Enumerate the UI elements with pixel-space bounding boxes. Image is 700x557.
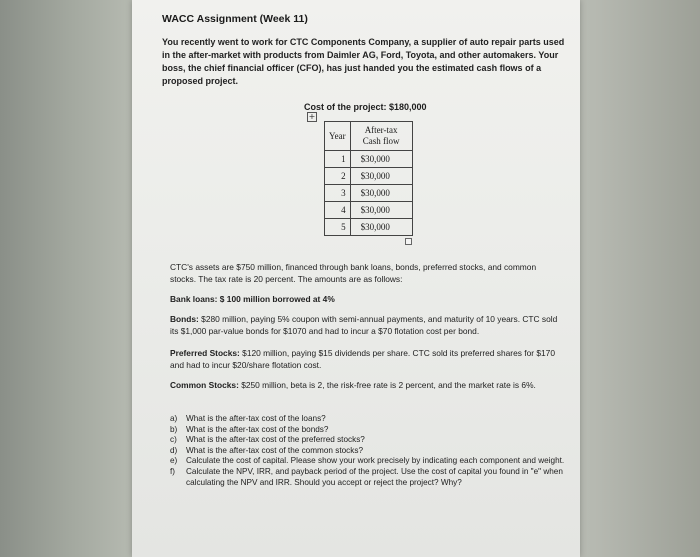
question-letter: b)	[170, 424, 178, 434]
bonds-text: $280 million, paying 5% coupon with semi-annual payments, and maturity of 10 years. CTC sold its $1,000 par-value bonds for $1070 and had to incur a $70 flotation cost per bond.	[170, 314, 558, 336]
list-item	[170, 467, 570, 488]
table-move-handle-icon[interactable]: +	[308, 112, 316, 121]
table-row	[325, 168, 413, 185]
table-header-row	[325, 122, 413, 151]
preferred-paragraph	[170, 348, 562, 371]
question-text: What is the after-tax cost of the loans?	[186, 414, 326, 423]
year-cell: 1	[325, 151, 351, 168]
year-cell: 4	[325, 202, 351, 219]
table-resize-handle[interactable]	[405, 238, 412, 245]
cash-flow-header-line1: After-tax	[364, 125, 398, 135]
cash-flow-cell: $30,000	[350, 185, 412, 202]
bonds-label: Bonds:	[170, 314, 199, 324]
question-letter: a)	[170, 414, 178, 423]
bonds-paragraph	[170, 314, 562, 337]
cash-flow-cell: $30,000	[350, 219, 412, 236]
question-letter: c)	[170, 435, 177, 445]
cash-flow-cell: $30,000	[350, 151, 412, 168]
year-cell: 3	[325, 185, 351, 202]
bank-loans-label: Bank loans:	[170, 294, 218, 304]
page-title: WACC Assignment (Week 11)	[162, 13, 308, 25]
common-label: Common Stocks:	[170, 380, 239, 390]
bank-loans-text: $ 100 million borrowed at 4%	[217, 294, 335, 304]
question-letter: f)	[170, 466, 176, 476]
table-row	[325, 219, 413, 236]
common-paragraph	[170, 380, 562, 392]
question-list	[170, 414, 570, 488]
question-letter: d)	[170, 445, 178, 455]
table-row	[325, 202, 413, 219]
question-text: What is the after-tax cost of the common stocks?	[186, 445, 364, 455]
year-cell: 5	[325, 219, 351, 236]
list-item	[170, 456, 570, 467]
question-text: Calculate the cost of capital. Please show your work precisely by indicating each component and weight.	[186, 456, 565, 466]
question-text: What is the after-tax cost of the bonds?	[186, 424, 329, 434]
assets-paragraph: CTC's assets are $750 million, financed through bank loans, bonds, preferred stocks, and common stocks. The tax rate is 20 percent. The amounts are as follows:	[170, 262, 537, 284]
question-letter: e)	[170, 456, 178, 466]
year-cell: 2	[325, 168, 351, 185]
question-text: What is the after-tax cost of the preferred stocks?	[186, 435, 365, 445]
question-text: Calculate the NPV, IRR, and payback period of the project. Use the cost of capital you found in "e" when calculating the NPV and IRR. Should you accept or reject the project? Why?	[186, 466, 563, 487]
bank-loans-paragraph	[170, 294, 562, 306]
list-item	[170, 435, 570, 446]
intro-paragraph: You recently went to work for CTC Components Company, a supplier of auto repair parts used in the after-market with products from Daimler AG, Ford, Toyota, and other automakers. Your boss, the chief financial officer (CFO), has just handed you the estimated cash flows of a proposed project.	[162, 37, 565, 86]
common-text: $250 million, beta is 2, the risk-free rate is 2 percent, and the market rate is 6%.	[238, 380, 536, 390]
cash-flow-header-line2: Cash flow	[362, 136, 400, 146]
list-item	[170, 414, 570, 425]
cash-flow-cell: $30,000	[350, 168, 412, 185]
table-row	[325, 151, 413, 168]
list-item	[170, 425, 570, 436]
preferred-label: Preferred Stocks:	[170, 348, 240, 358]
preferred-text: $120 million, paying $15 dividends per share. CTC sold its preferred shares for $170 and had to incur $20/share flotation cost.	[170, 348, 555, 370]
year-column-header: Year	[325, 122, 351, 151]
table-row	[325, 185, 413, 202]
cash-flow-column-header	[350, 122, 412, 151]
cash-flow-cell: $30,000	[350, 202, 412, 219]
list-item	[170, 446, 570, 457]
cash-flow-table	[324, 121, 413, 236]
project-cost-label: Cost of the project: $180,000	[304, 102, 427, 112]
